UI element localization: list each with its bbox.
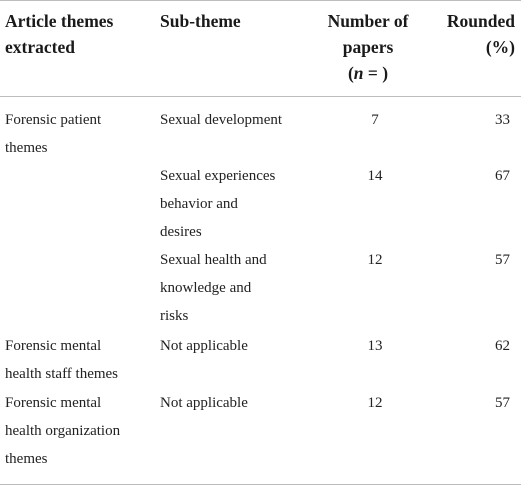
- row-4-sub-theme-line-1: Not applicable: [160, 338, 248, 354]
- row-1-papers: 7: [371, 112, 379, 128]
- row-5-sub-theme: [160, 389, 248, 417]
- row-4-theme: [5, 332, 118, 388]
- header-sub-theme: [160, 8, 241, 34]
- header-papers-n-close: = ): [363, 63, 389, 83]
- row-3-papers: 12: [367, 252, 383, 268]
- header-article-themes-line-2: extracted: [5, 37, 75, 57]
- header-bottom-rule: [0, 96, 521, 97]
- row-4-papers: 13: [367, 338, 383, 354]
- header-article-themes: [5, 8, 113, 60]
- row-5-theme-line-3: themes: [5, 451, 48, 467]
- header-rounded-line-1: Rounded: [446, 11, 515, 31]
- row-2-rounded: 67: [495, 168, 510, 184]
- row-3-rounded: 57: [495, 252, 510, 268]
- row-3-sub-theme-line-1: Sexual health and: [160, 252, 267, 268]
- header-rounded: [420, 8, 515, 60]
- row-2-sub-theme: [160, 162, 275, 246]
- row-2-sub-theme-line-2: behavior and: [160, 196, 238, 212]
- row-1-sub-theme-line-1: Sexual development: [160, 112, 283, 128]
- row-3-sub-theme-line-3: risks: [160, 308, 189, 324]
- row-1-theme-line-1: Forensic patient: [5, 112, 102, 128]
- row-4-theme-line-2: health staff themes: [5, 366, 119, 382]
- row-5-theme: [5, 389, 120, 473]
- row-5-papers: 12: [367, 395, 383, 411]
- header-papers-line-1: Number of: [327, 11, 409, 31]
- row-3-sub-theme-line-2: knowledge and: [160, 280, 252, 296]
- row-2-sub-theme-line-3: desires: [160, 224, 202, 240]
- header-sub-theme-line-1: Sub-theme: [160, 11, 241, 31]
- row-5-theme-line-2: health organization: [5, 423, 121, 439]
- row-1-rounded: 33: [495, 112, 510, 128]
- row-2-sub-theme-line-1: Sexual experiences: [160, 168, 276, 184]
- table-bottom-rule: [0, 484, 521, 485]
- table-top-rule: [0, 0, 521, 1]
- row-4-sub-theme: [160, 332, 248, 360]
- row-5-sub-theme-line-1: Not applicable: [160, 395, 248, 411]
- header-papers-n-var: n: [353, 63, 364, 83]
- header-papers-line-2: papers: [342, 37, 394, 57]
- header-papers-n-open: (: [347, 63, 354, 83]
- header-article-themes-line-1: Article themes: [5, 11, 114, 31]
- row-3-sub-theme: [160, 246, 267, 330]
- header-papers-n: [310, 60, 426, 86]
- header-rounded-line-2: (%): [485, 37, 515, 57]
- row-5-theme-line-1: Forensic mental: [5, 395, 102, 411]
- row-2-papers: 14: [367, 168, 383, 184]
- row-1-theme-line-2: themes: [5, 140, 48, 156]
- header-number-of-papers: [310, 8, 426, 86]
- row-1-theme: [5, 106, 101, 162]
- row-4-rounded: 62: [495, 338, 510, 354]
- row-1-sub-theme: [160, 106, 282, 134]
- row-4-theme-line-1: Forensic mental: [5, 338, 102, 354]
- row-5-rounded: 57: [495, 395, 510, 411]
